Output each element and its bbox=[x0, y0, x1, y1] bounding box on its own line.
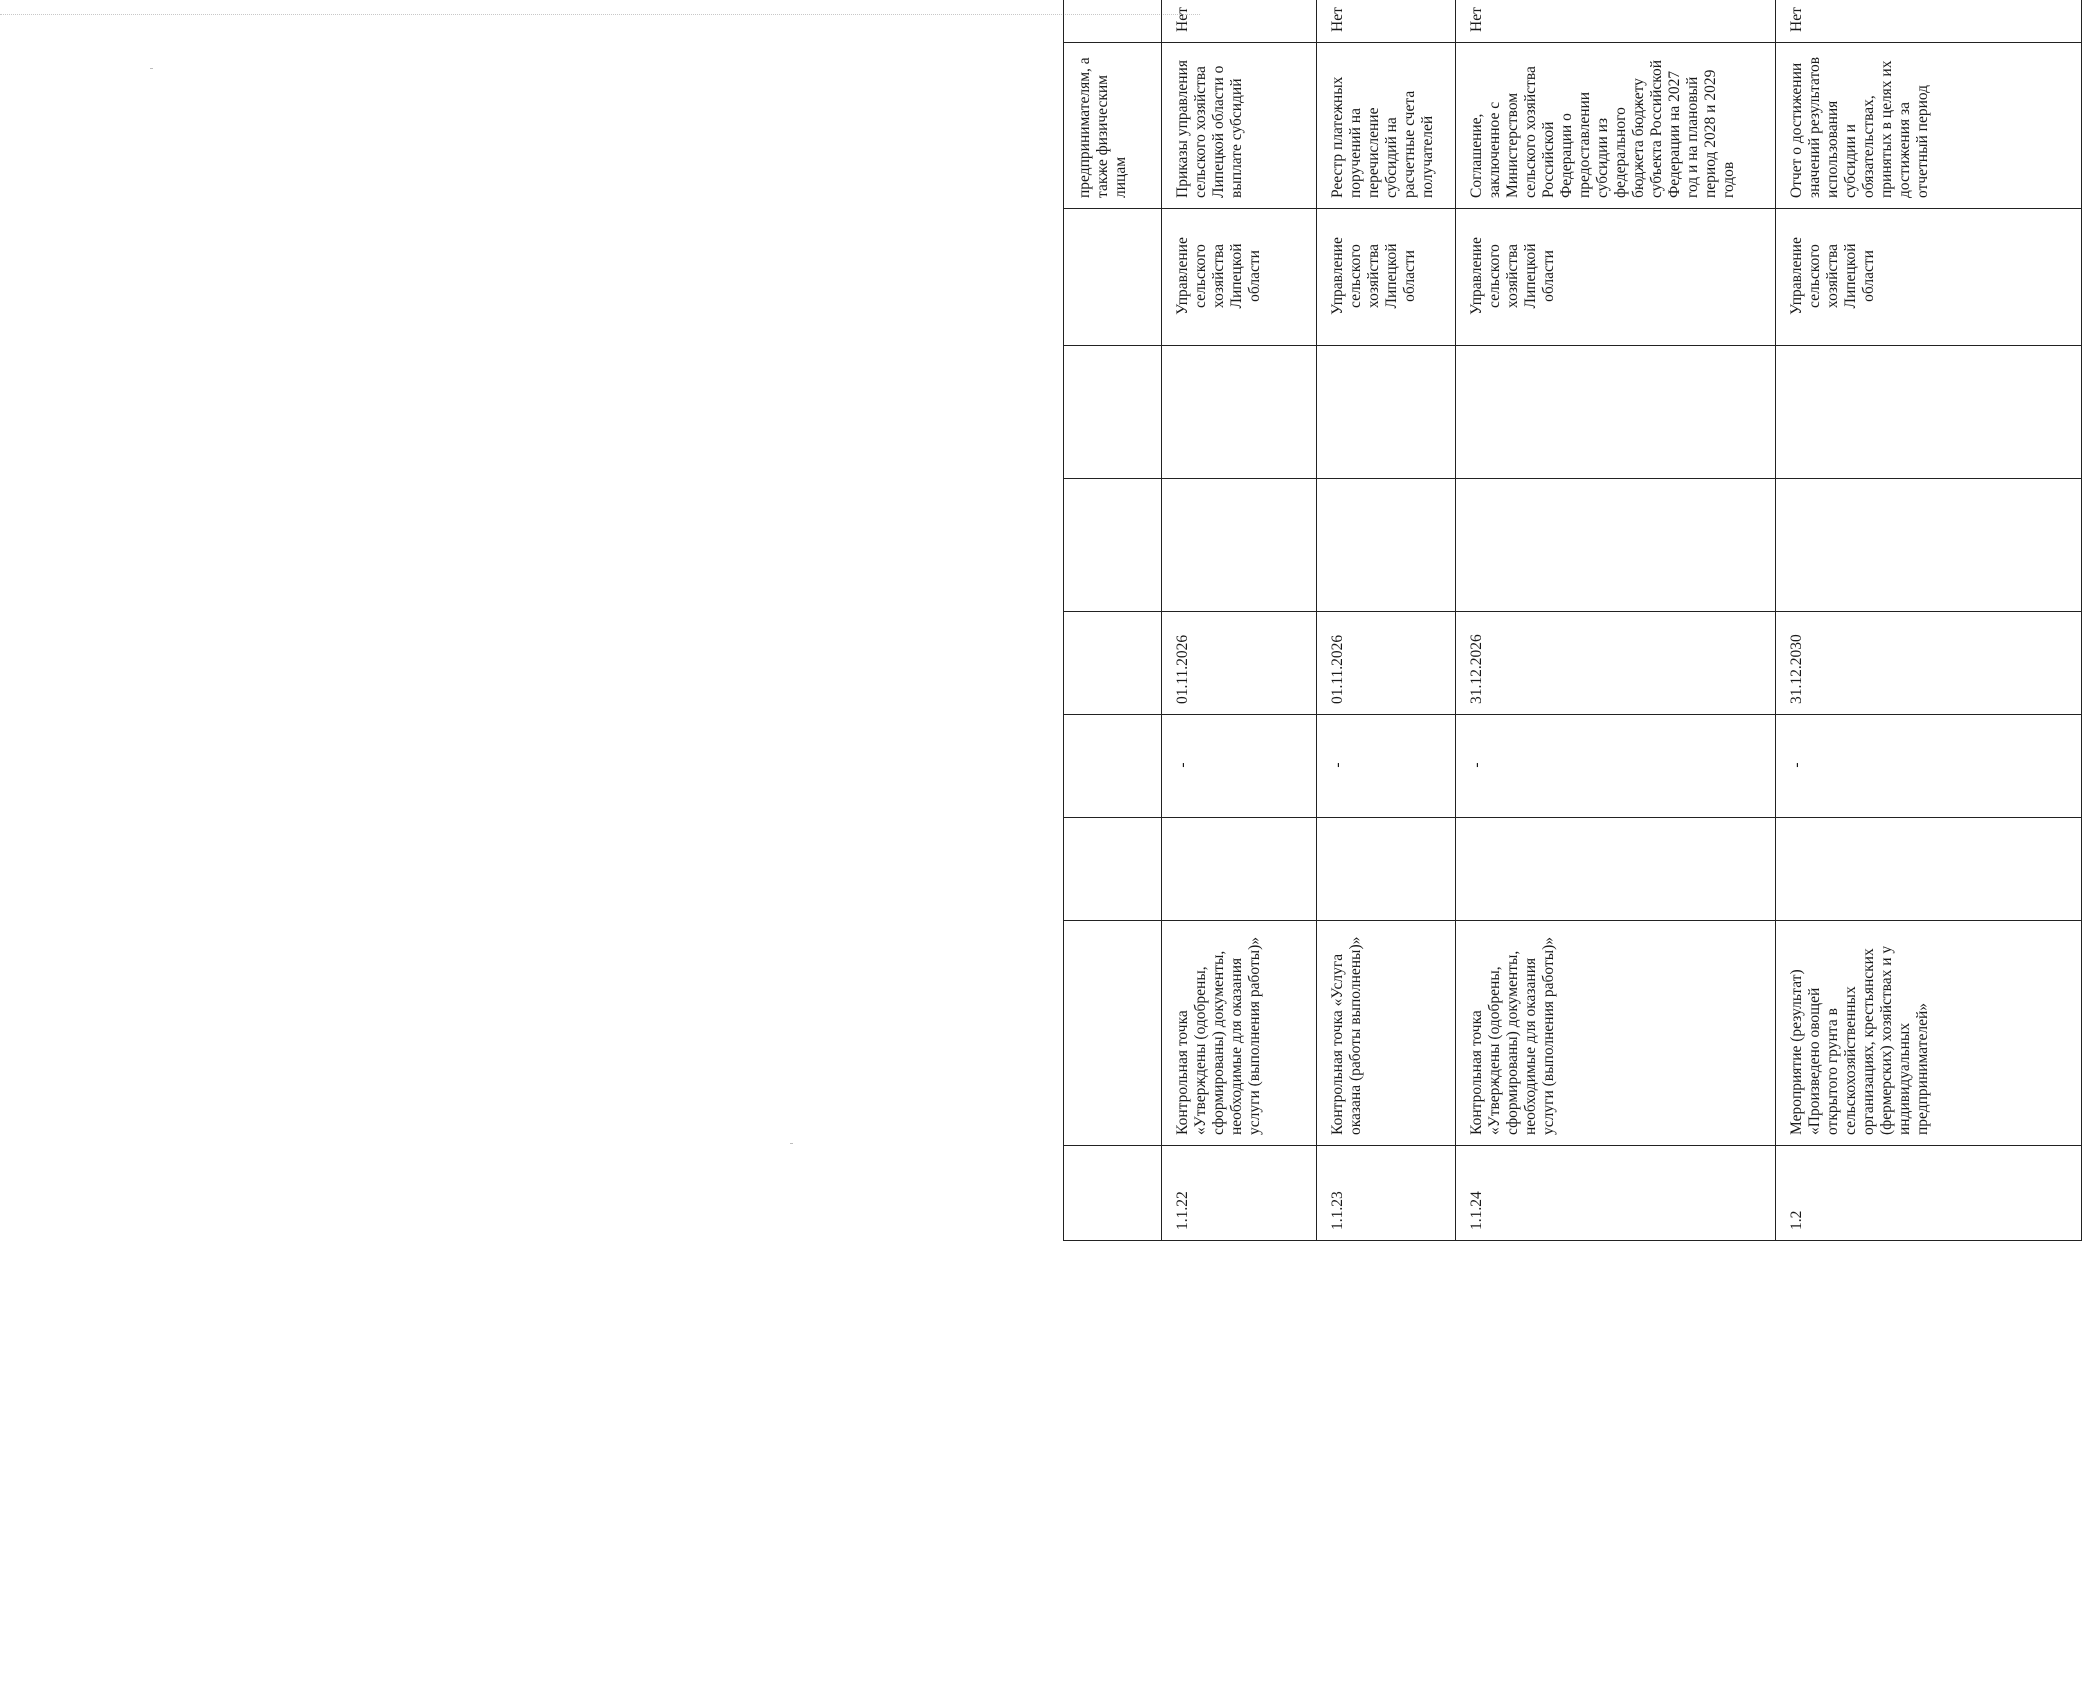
cell-empty bbox=[1317, 479, 1456, 612]
cell-flag: Нет bbox=[1456, 0, 1776, 43]
cell-empty bbox=[1456, 479, 1776, 612]
cell-document: предпринимателям, а также физическим лицам bbox=[1064, 43, 1162, 209]
scan-speck bbox=[150, 68, 153, 69]
event-plan-table bbox=[1063, 0, 2082, 1241]
cell-empty bbox=[1064, 1146, 1162, 1241]
scan-speck bbox=[790, 1143, 793, 1144]
cell-number: 1.1.24 bbox=[1456, 1146, 1776, 1241]
cell-number: 1.1.22 bbox=[1162, 1146, 1317, 1241]
cell-start: - bbox=[1162, 715, 1317, 818]
cell-empty bbox=[1776, 479, 2082, 612]
scan-top-edge bbox=[0, 14, 1200, 15]
cell-number: 1.2 bbox=[1776, 1146, 2082, 1241]
cell-start: - bbox=[1776, 715, 2082, 818]
cell-empty bbox=[1456, 346, 1776, 479]
cell-empty bbox=[1162, 479, 1317, 612]
table-row bbox=[1456, 0, 1776, 1241]
cell-responsible: Управление сельского хозяйства Липецкой области bbox=[1776, 209, 2082, 346]
cell-end-date: 01.11.2026 bbox=[1317, 612, 1456, 715]
cell-flag: Нет bbox=[1317, 0, 1456, 43]
cell-empty bbox=[1776, 818, 2082, 921]
cell-end-date: 31.12.2026 bbox=[1456, 612, 1776, 715]
cell-end-date: 01.11.2026 bbox=[1162, 612, 1317, 715]
cell-empty bbox=[1064, 209, 1162, 346]
cell-flag: Нет bbox=[1776, 0, 2082, 43]
table-row bbox=[1317, 0, 1456, 1241]
table-row-continuation bbox=[1064, 0, 1162, 1241]
cell-empty bbox=[1064, 0, 1162, 43]
cell-number: 1.1.23 bbox=[1317, 1146, 1456, 1241]
cell-empty bbox=[1064, 715, 1162, 818]
cell-name: Мероприятие (результат) «Произведено овощей открытого грунта в сельскохозяйственных организациях, крестьянских (фермерских) хозяйствах и у индивидуальных предпринимателей» bbox=[1776, 921, 2082, 1146]
cell-document: Приказы управления сельского хозяйства Липецкой области о выплате субсидий bbox=[1162, 43, 1317, 209]
cell-flag: Нет bbox=[1162, 0, 1317, 43]
cell-document: Реестр платежных поручений на перечисление субсидий на расчетные счета получателей bbox=[1317, 43, 1456, 209]
table-row bbox=[1162, 0, 1317, 1241]
cell-document: Соглашение, заключенное с Министерством сельского хозяйства Российской Федерации о предоставлении субсидии из федерального бюджета бюджету субъекта Российской Федерации на 2027 год и на плановый период 2028 и 2029 годов bbox=[1456, 43, 1776, 209]
table-row bbox=[1776, 0, 2082, 1241]
cell-start: - bbox=[1317, 715, 1456, 818]
cell-empty bbox=[1317, 818, 1456, 921]
cell-name: Контрольная точка «Утверждены (одобрены, сформированы) документы, необходимые для оказания услуги (выполнения работы)» bbox=[1162, 921, 1317, 1146]
rotated-table-sheet bbox=[1063, 7, 2081, 1241]
cell-responsible: Управление сельского хозяйства Липецкой области bbox=[1317, 209, 1456, 346]
cell-empty bbox=[1064, 921, 1162, 1146]
cell-empty bbox=[1064, 346, 1162, 479]
cell-responsible: Управление сельского хозяйства Липецкой области bbox=[1456, 209, 1776, 346]
cell-start: - bbox=[1456, 715, 1776, 818]
cell-empty bbox=[1162, 818, 1317, 921]
cell-empty bbox=[1317, 346, 1456, 479]
cell-empty bbox=[1162, 346, 1317, 479]
cell-document: Отчет о достижении значений результатов использования субсидии и обязательствах, принятых в целях их достижения за отчетный период bbox=[1776, 43, 2082, 209]
cell-empty bbox=[1064, 479, 1162, 612]
cell-end-date: 31.12.2030 bbox=[1776, 612, 2082, 715]
cell-name: Контрольная точка «Услуга оказана (работы выполнены)» bbox=[1317, 921, 1456, 1146]
cell-empty bbox=[1064, 612, 1162, 715]
cell-name: Контрольная точка «Утверждены (одобрены, сформированы) документы, необходимые для оказания услуги (выполнения работы)» bbox=[1456, 921, 1776, 1146]
cell-responsible: Управление сельского хозяйства Липецкой области bbox=[1162, 209, 1317, 346]
cell-empty bbox=[1064, 818, 1162, 921]
cell-empty bbox=[1776, 346, 2082, 479]
cell-empty bbox=[1456, 818, 1776, 921]
